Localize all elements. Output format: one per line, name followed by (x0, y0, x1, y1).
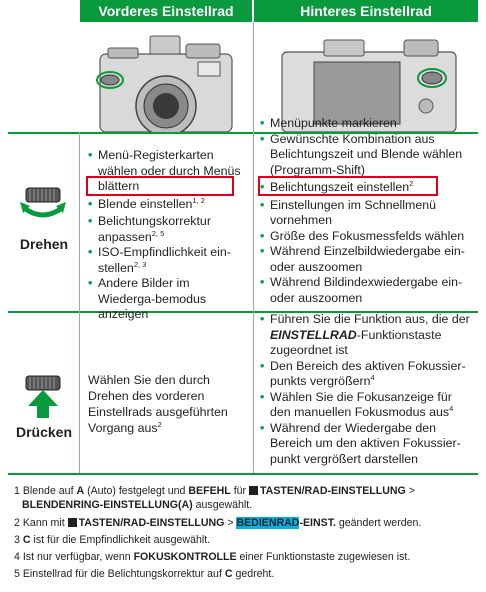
fn-key-icon (68, 518, 77, 527)
list-item: • Menü-Registerkarten wählen oder durch Menüs blättern (88, 148, 250, 195)
list-item: • Größe des Fokusmessfelds wählen (260, 229, 474, 245)
rear-turn-list (260, 116, 474, 306)
footnote-1: 1 Blende auf A (Auto) festgelegt und BEFEHL für TASTEN/RAD-EINSTELLUNG > BLENDENRING-EINSTELLUNG(A) ausgewählt. (14, 485, 415, 511)
list-item: • Blende einstellen$^{1, 2}$ (88, 197, 250, 213)
row-divider (8, 473, 478, 475)
highlight-box-shutter (258, 176, 438, 196)
list-item: • Andere Bilder im Wiederga-bemodus anzeigen (88, 276, 250, 323)
list-item: • Führen Sie die Funktion aus, die der EINSTELLRAD-Funktionstaste zugeordnet ist (260, 312, 474, 359)
front-press-text: Wählen Sie den durch Drehen des vorderen Einstellrads ausgeführten Vorgang aus$^2$ (88, 373, 228, 435)
footnote-5: 5 Einstellrad für die Belichtungskorrektur auf C gedreht. (14, 568, 275, 580)
list-item: • Während der Wiedergabe den Bereich um den aktiven Fokussier-punkt vergrößert darstellen (260, 421, 474, 468)
footnote-4: 4 Ist nur verfügbar, wenn FOKUSKONTROLLE einer Funktionstaste zugewiesen ist. (14, 551, 411, 563)
list-item: • Gewünschte Kombination aus Belichtungszeit und Blende wählen (Programm-Shift) (260, 132, 474, 179)
rear-press-list (260, 312, 474, 467)
footnote-2: 2 Kann mit TASTEN/RAD-EINSTELLUNG > BEDIENRAD-EINST. geändert werden. (14, 517, 422, 529)
rear-dial-header: Hinteres Einstellrad (254, 0, 478, 22)
list-item: • Während Einzelbildwiedergabe ein- oder auszoomen (260, 244, 474, 275)
list-item: • Den Bereich des aktiven Fokussier-punkts vergrößern$^4$ (260, 359, 474, 390)
list-item: • Während Bildindexwiedergabe ein- oder auszoomen (260, 275, 474, 306)
press-label: Drücken (15, 424, 73, 440)
column-divider (253, 22, 254, 473)
fn-key-icon (249, 486, 258, 495)
front-dial-header: Vorderes Einstellrad (80, 0, 252, 22)
press-dial-icon (18, 370, 68, 425)
list-item: • Belichtungskorrektur anpassen$^{2, 5}$ (88, 214, 250, 245)
front-dial-camera-illustration (80, 22, 252, 132)
list-item: • Belichtungszeit einstellen$^2$ (260, 180, 474, 196)
column-divider (79, 132, 80, 473)
turn-label: Drehen (19, 236, 69, 252)
list-item: • Menüpunkte markieren (260, 116, 474, 132)
front-turn-list (88, 148, 250, 323)
highlight-box-aperture (86, 176, 234, 196)
footnote-3: 3 C ist für die Empfindlichkeit ausgewählt. (14, 534, 211, 546)
list-item: • ISO-Empfindlichkeit ein-stellen$^{2, 3}$ (88, 245, 250, 276)
turn-dial-icon (18, 180, 68, 235)
list-item: • Einstellungen im Schnellmenü vornehmen (260, 198, 474, 229)
list-item: • Wählen Sie die Fokusanzeige für den manuellen Fokusmodus aus$^4$ (260, 390, 474, 421)
